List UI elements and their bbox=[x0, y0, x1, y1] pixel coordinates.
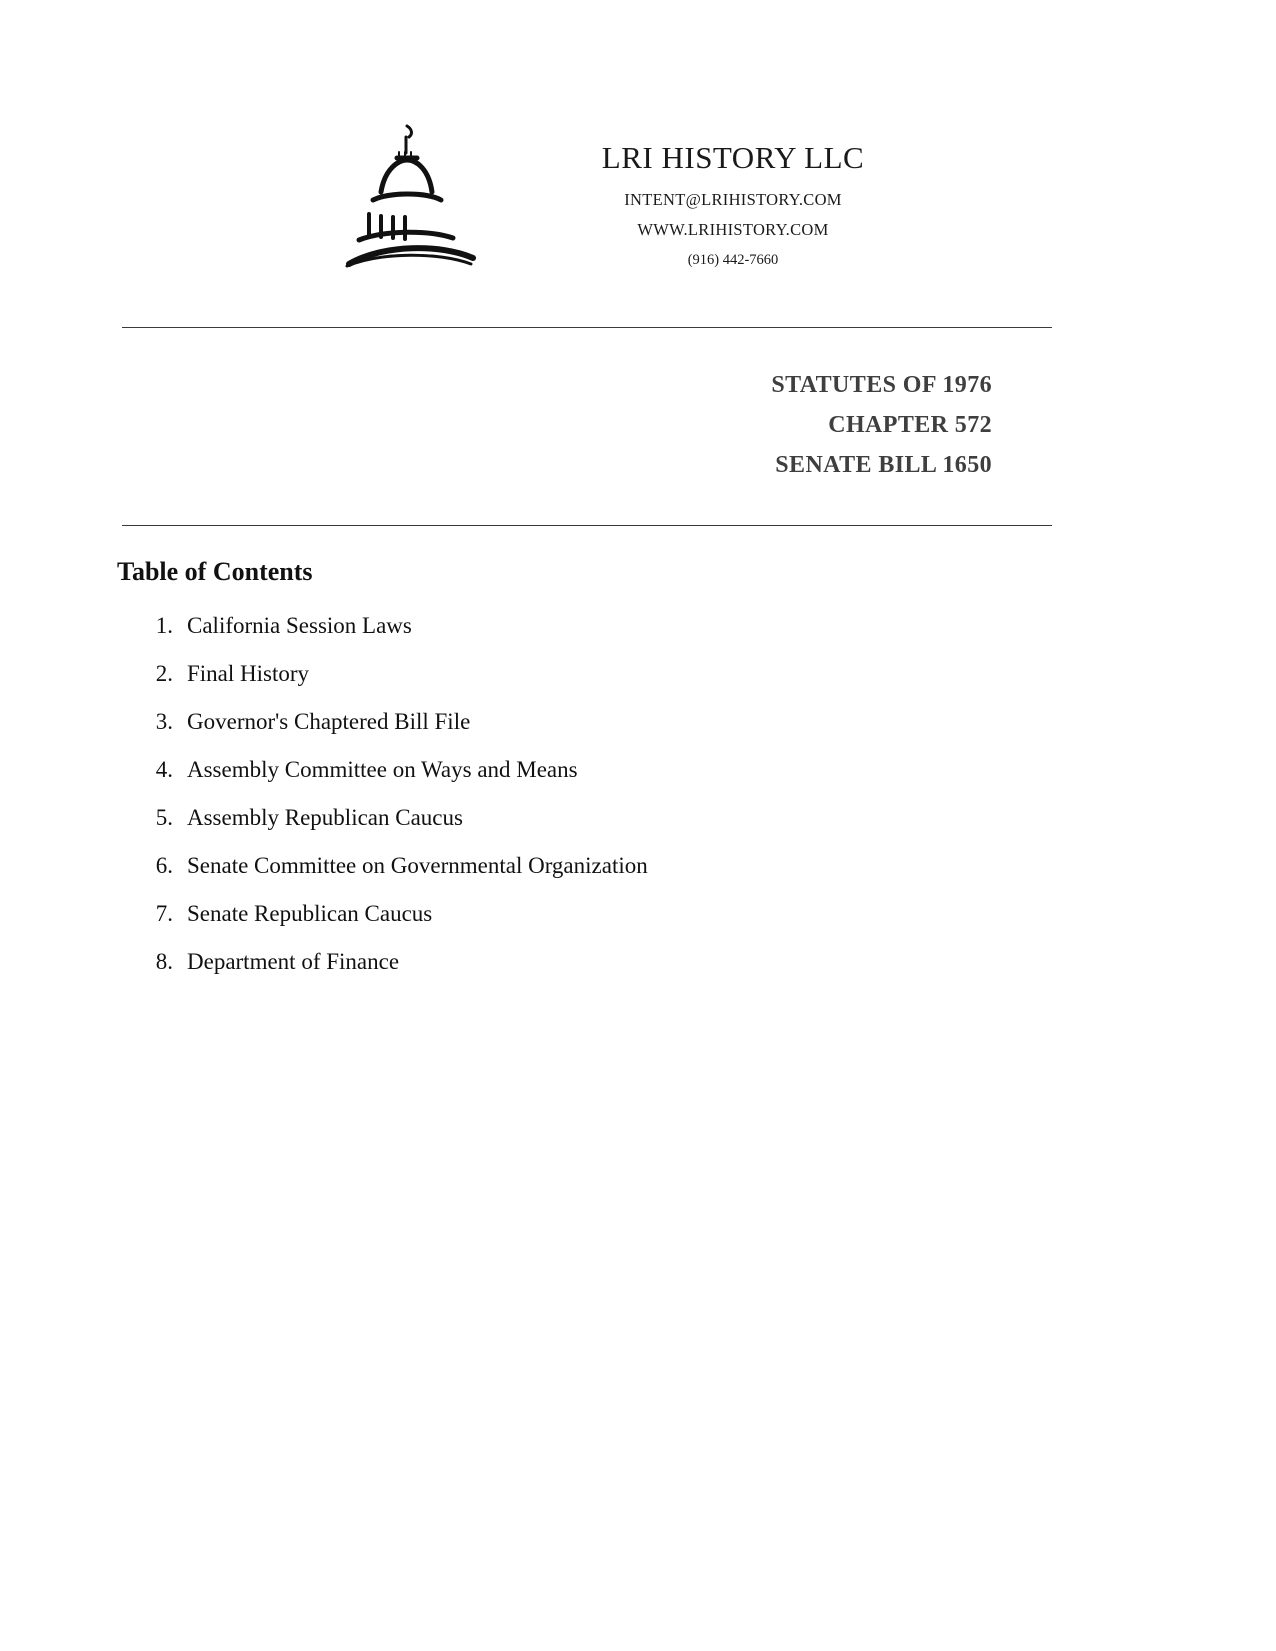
list-item[interactable] bbox=[117, 758, 1017, 781]
list-item[interactable] bbox=[117, 710, 1017, 733]
list-item-number: 3. bbox=[155, 709, 173, 734]
phone-number: (916) 442-7660 bbox=[687, 252, 779, 268]
website-address: WWW.LRIHISTORY.COM bbox=[637, 220, 829, 239]
list-item-label: Senate Republican Caucus bbox=[187, 901, 433, 926]
list-item-label: Final History bbox=[187, 661, 310, 686]
list-item-number: 1. bbox=[155, 613, 173, 638]
list-item-label: Department of Finance bbox=[187, 949, 400, 974]
company-name: LRI HISTORY LLC bbox=[601, 140, 865, 175]
chapter-number: CHAPTER 572 bbox=[828, 411, 992, 438]
list-item-number: 5. bbox=[155, 805, 173, 830]
list-item-number: 8. bbox=[155, 949, 173, 974]
list-item-number: 2. bbox=[155, 661, 173, 686]
list-item[interactable] bbox=[117, 854, 1017, 877]
list-item-label: Governor's Chaptered Bill File bbox=[187, 709, 471, 734]
list-item-number: 4. bbox=[155, 757, 173, 782]
table-of-contents-heading: Table of Contents bbox=[117, 557, 313, 586]
list-item-label: Assembly Committee on Ways and Means bbox=[187, 757, 578, 782]
capitol-dome-logo bbox=[333, 118, 483, 283]
document-title-block bbox=[122, 366, 992, 485]
statutes-year: STATUTES OF 1976 bbox=[771, 372, 992, 398]
table-of-contents-list bbox=[117, 614, 1017, 998]
list-item-label: Assembly Republican Caucus bbox=[187, 805, 463, 830]
bill-number: SENATE BILL 1650 bbox=[775, 451, 992, 478]
masthead bbox=[523, 118, 943, 269]
letterhead bbox=[0, 118, 1276, 283]
list-item[interactable] bbox=[117, 950, 1017, 973]
list-item[interactable] bbox=[117, 902, 1017, 925]
email-address: INTENT@LRIHISTORY.COM bbox=[624, 190, 842, 209]
divider-top bbox=[122, 327, 1052, 328]
list-item-label: California Session Laws bbox=[187, 613, 412, 638]
list-item-number: 7. bbox=[155, 901, 173, 926]
list-item[interactable] bbox=[117, 614, 1017, 637]
list-item[interactable] bbox=[117, 806, 1017, 829]
divider-bottom bbox=[122, 525, 1052, 526]
list-item[interactable] bbox=[117, 662, 1017, 685]
list-item-number: 6. bbox=[155, 853, 173, 878]
list-item-label: Senate Committee on Governmental Organization bbox=[187, 853, 648, 878]
